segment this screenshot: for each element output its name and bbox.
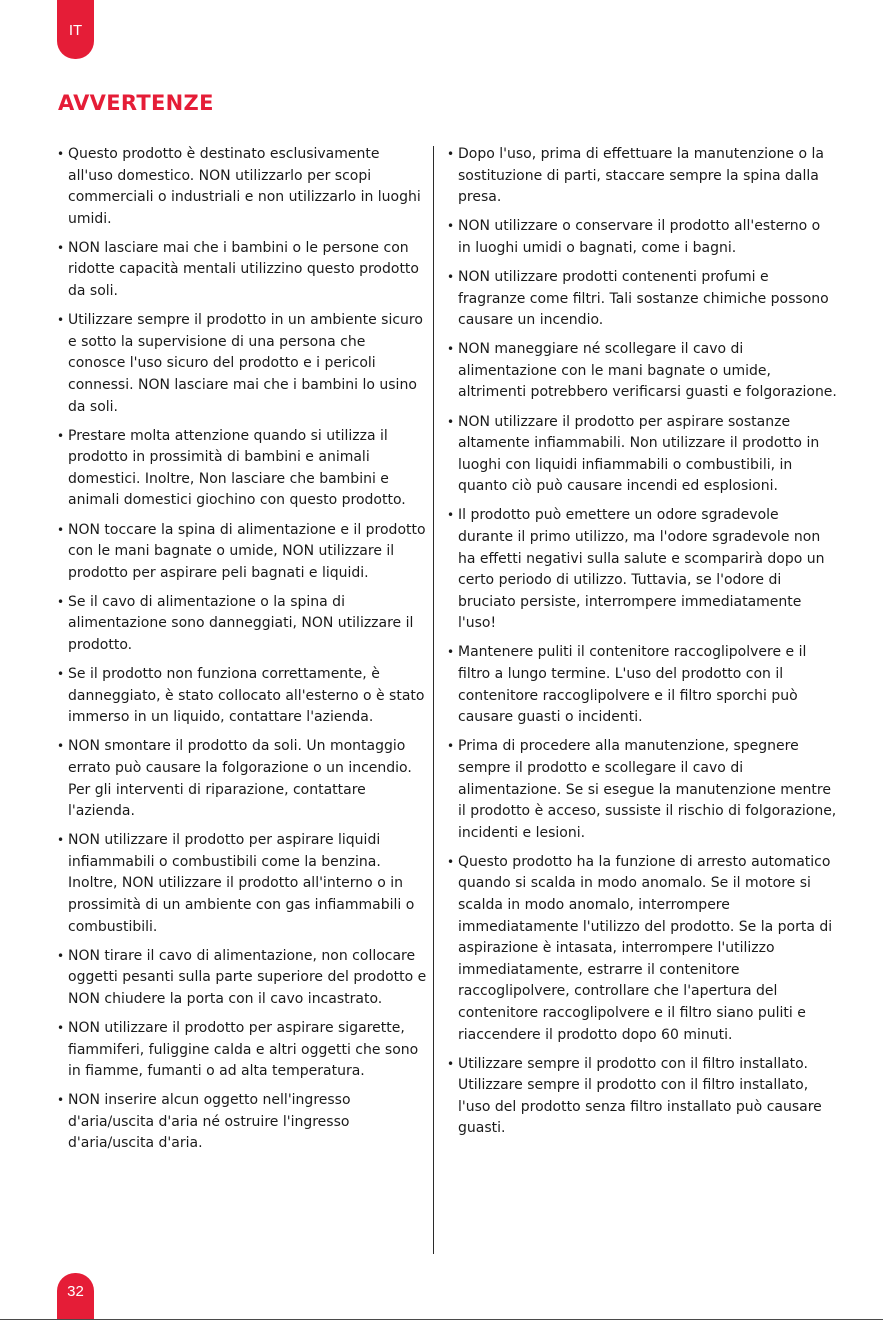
- warning-item: • Prestare molta attenzione quando si utilizza il prodotto in prossimità di bambini e animali domestici. Inoltre, Non lasciare che bambini e animali domestici giochino con questo prodotto.: [57, 426, 427, 512]
- warning-item: • NON utilizzare il prodotto per aspirare liquidi infiammabili o combustibili come la benzina. Inoltre, NON utilizzare il prodotto all'interno o in prossimità di un ambiente con gas infiammabili o combustibili.: [57, 830, 427, 938]
- warning-item: • Prima di procedere alla manutenzione, spegnere sempre il prodotto e scollegare il cavo di alimentazione. Se si esegue la manutenzione mentre il prodotto è acceso, sussiste il rischio di folgorazione, incidenti e lesioni.: [447, 736, 837, 844]
- page-number: 32: [57, 1273, 94, 1319]
- language-tab: IT: [57, 0, 94, 59]
- warning-item: • NON inserire alcun oggetto nell'ingresso d'aria/uscita d'aria né ostruire l'ingresso d'aria/uscita d'aria.: [57, 1090, 427, 1155]
- warning-item: • NON toccare la spina di alimentazione e il prodotto con le mani bagnate o umide, NON utilizzare il prodotto per aspirare peli bagnati e liquidi.: [57, 520, 427, 585]
- page-bottom-rule: [0, 1319, 883, 1320]
- warning-item: • NON utilizzare prodotti contenenti profumi e fragranze come filtri. Tali sostanze chimiche possono causare un incendio.: [447, 267, 837, 332]
- warning-item: • Questo prodotto ha la funzione di arresto automatico quando si scalda in modo anomalo. Se il motore si scalda in modo anomalo, interrompere immediatamente l'utilizzo del prodotto. Se la porta di aspirazione è intasata, interrompere l'utilizzo immediatamente, estrarre il contenitore raccoglipolvere, controllare che l'apertura del contenitore raccoglipolvere e il filtro siano puliti e riaccendere il prodotto dopo 60 minuti.: [447, 852, 837, 1046]
- warning-item: • Il prodotto può emettere un odore sgradevole durante il primo utilizzo, ma l'odore sgradevole non ha effetti negativi sulla salute e scomparirà dopo un certo periodo di utilizzo. Tuttavia, se l'odore di bruciato persiste, interrompere immediatamente l'uso!: [447, 505, 837, 635]
- warning-item: • NON tirare il cavo di alimentazione, non collocare oggetti pesanti sulla parte superiore del prodotto e NON chiudere la porta con il cavo incastrato.: [57, 946, 427, 1011]
- warning-item: • Mantenere puliti il contenitore raccoglipolvere e il filtro a lungo termine. L'uso del prodotto con il contenitore raccoglipolvere e il filtro sporchi può causare guasti o incidenti.: [447, 642, 837, 728]
- warning-item: • Utilizzare sempre il prodotto con il filtro installato. Utilizzare sempre il prodotto con il filtro installato, l'uso del prodotto senza filtro installato può causare guasti.: [447, 1054, 837, 1140]
- warning-item: • Utilizzare sempre il prodotto in un ambiente sicuro e sotto la supervisione di una persona che conosce l'uso sicuro del prodotto e i pericoli connessi. NON lasciare mai che i bambini lo usino da soli.: [57, 310, 427, 418]
- warning-item: • Se il prodotto non funziona correttamente, è danneggiato, è stato collocato all'esterno o è stato immerso in un liquido, contattare l'azienda.: [57, 664, 427, 729]
- page-title: AVVERTENZE: [58, 91, 214, 115]
- column-divider: [433, 146, 434, 1254]
- warning-item: • NON smontare il prodotto da soli. Un montaggio errato può causare la folgorazione o un incendio. Per gli interventi di riparazione, contattare l'azienda.: [57, 736, 427, 822]
- warnings-left-column: [57, 144, 427, 1163]
- warning-item: • Dopo l'uso, prima di effettuare la manutenzione o la sostituzione di parti, staccare sempre la spina dalla presa.: [447, 144, 837, 209]
- warning-item: • NON maneggiare né scollegare il cavo di alimentazione con le mani bagnate o umide, altrimenti potrebbero verificarsi guasti e folgorazione.: [447, 339, 837, 404]
- warning-item: • NON utilizzare o conservare il prodotto all'esterno o in luoghi umidi o bagnati, come i bagni.: [447, 216, 837, 259]
- warnings-right-column: [447, 144, 837, 1148]
- warning-item: • Se il cavo di alimentazione o la spina di alimentazione sono danneggiati, NON utilizzare il prodotto.: [57, 592, 427, 657]
- warning-item: • Questo prodotto è destinato esclusivamente all'uso domestico. NON utilizzarlo per scopi commerciali o industriali e non utilizzarlo in luoghi umidi.: [57, 144, 427, 230]
- warning-item: • NON utilizzare il prodotto per aspirare sostanze altamente infiammabili. Non utilizzare il prodotto in luoghi con liquidi infiammabili o combustibili, in quanto ciò può causare incendi ed esplosioni.: [447, 412, 837, 498]
- warning-item: • NON utilizzare il prodotto per aspirare sigarette, fiammiferi, fuliggine calda e altri oggetti che sono in fiamme, fumanti o ad alta temperatura.: [57, 1018, 427, 1083]
- warning-item: • NON lasciare mai che i bambini o le persone con ridotte capacità mentali utilizzino questo prodotto da soli.: [57, 238, 427, 303]
